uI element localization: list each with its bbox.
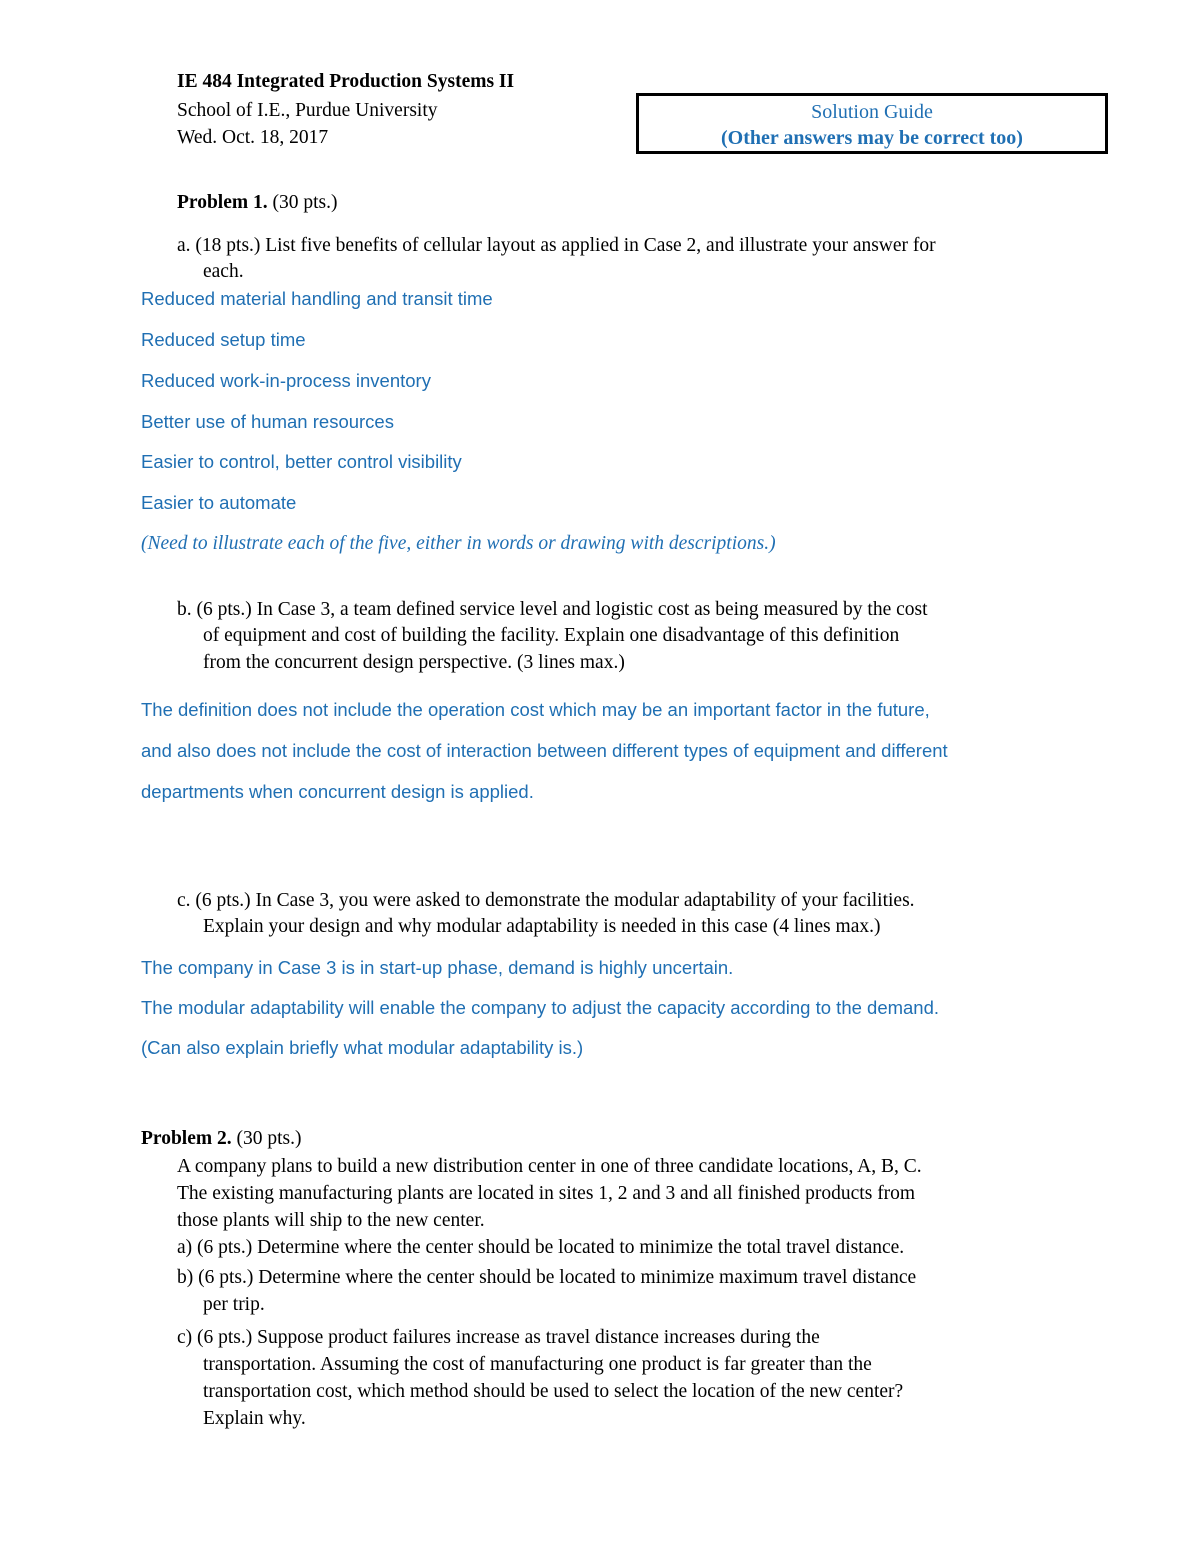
problem-2-intro-line-1: A company plans to build a new distribution center in one of three candidate locations, A, B, C.: [177, 1156, 922, 1177]
problem-1-heading: [177, 189, 338, 216]
problem-2-intro-line-2: The existing manufacturing plants are located in sites 1, 2 and 3 and all finished products from: [177, 1183, 916, 1204]
problem-2a-line-1: a) (6 pts.) Determine where the center should be located to minimize the total travel distance.: [177, 1237, 905, 1258]
problem-2c-line-2: transportation. Assuming the cost of manufacturing one product is far greater than the: [203, 1354, 872, 1375]
problem-1a-question-line-1: a. (18 pts.) List five benefits of cellular layout as applied in Case 2, and illustrate your answer for: [177, 235, 936, 256]
problem-1c-question-line-2: Explain your design and why modular adaptability is needed in this case (4 lines max.): [203, 916, 881, 937]
problem-2-heading: [141, 1125, 302, 1152]
solution-guide-title: Solution Guide: [811, 101, 933, 123]
problem-1c-answer-line-3: (Can also explain briefly what modular adaptability is.): [141, 1037, 584, 1058]
solution-guide-box: [636, 93, 1108, 154]
problem-1a-answer-6: Easier to automate: [141, 492, 297, 513]
problem-2c-line-4: Explain why.: [203, 1408, 306, 1429]
problem-1-title: Problem 1.: [177, 192, 268, 213]
solution-guide-note: (Other answers may be correct too): [721, 127, 1023, 149]
problem-2-intro-line-3: those plants will ship to the new center.: [177, 1210, 485, 1231]
problem-1b-answer-line-1: The definition does not include the operation cost which may be an important factor in the future,: [141, 699, 930, 720]
problem-1a-answer-2: Reduced setup time: [141, 329, 306, 350]
problem-1a-answer-3: Reduced work-in-process inventory: [141, 370, 431, 391]
problem-1b-question-line-3: from the concurrent design perspective. (3 lines max.): [203, 652, 625, 673]
problem-1a-answer-4: Better use of human resources: [141, 411, 394, 432]
course-title: IE 484 Integrated Production Systems II: [177, 71, 515, 92]
problem-1c-question-line-1: c. (6 pts.) In Case 3, you were asked to demonstrate the modular adaptability of your facilities.: [177, 890, 915, 911]
problem-2-points: (30 pts.): [231, 1128, 302, 1149]
problem-1-points: (30 pts.): [267, 192, 338, 213]
problem-1a-question-line-2: each.: [203, 261, 244, 282]
problem-1c-answer-line-2: The modular adaptability will enable the company to adjust the capacity according to the demand.: [141, 997, 940, 1018]
problem-1b-question-line-1: b. (6 pts.) In Case 3, a team defined service level and logistic cost as being measured by the cost: [177, 599, 928, 620]
problem-1a-answer-5: Easier to control, better control visibility: [141, 451, 462, 472]
problem-1c-answer-line-1: The company in Case 3 is in start-up phase, demand is highly uncertain.: [141, 957, 734, 978]
problem-1a-answer-1: Reduced material handling and transit time: [141, 288, 493, 309]
problem-2-title: Problem 2.: [141, 1128, 232, 1149]
problem-2b-line-2: per trip.: [203, 1294, 265, 1315]
problem-2c-line-1: c) (6 pts.) Suppose product failures increase as travel distance increases during the: [177, 1327, 820, 1348]
problem-2b-line-1: b) (6 pts.) Determine where the center should be located to minimize maximum travel distance: [177, 1267, 917, 1288]
school-name: School of I.E., Purdue University: [177, 100, 438, 121]
exam-date: Wed. Oct. 18, 2017: [177, 127, 329, 148]
problem-1a-note: (Need to illustrate each of the five, either in words or drawing with descriptions.): [141, 533, 776, 554]
problem-2c-line-3: transportation cost, which method should be used to select the location of the new center?: [203, 1381, 904, 1402]
problem-1b-answer-line-3: departments when concurrent design is applied.: [141, 781, 534, 802]
problem-1b-question-line-2: of equipment and cost of building the facility. Explain one disadvantage of this definition: [203, 625, 900, 646]
problem-1b-answer-line-2: and also does not include the cost of interaction between different types of equipment and different: [141, 740, 948, 761]
